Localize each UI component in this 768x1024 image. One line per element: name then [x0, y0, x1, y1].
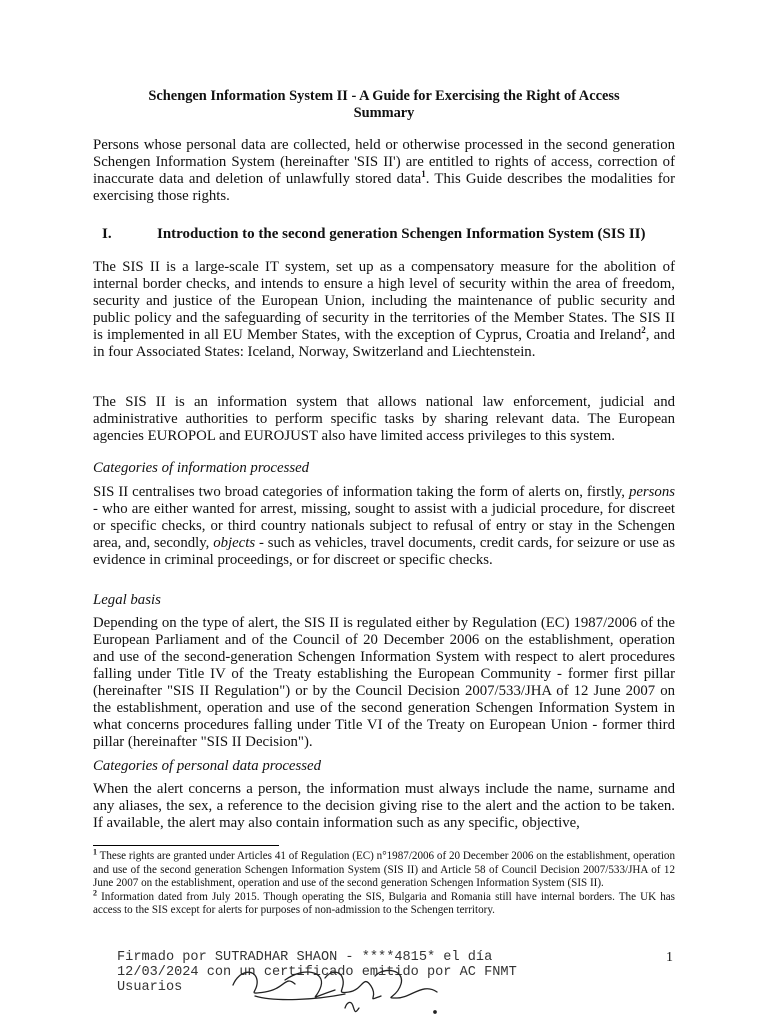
page-number: 1 — [666, 950, 673, 965]
footnote-2-text: Information dated from July 2015. Though operating the SIS, Bulgaria and Romania still have internal borders. The UK has access to the SIS except for alerts for purposes of non-admission to the Schengen territory. — [93, 890, 675, 916]
title-line-1: Schengen Information System II - A Guide for Exercising the Right of Access — [148, 88, 620, 104]
footnote-ref-2[interactable]: 2 — [641, 325, 646, 336]
footnote-1 — [93, 847, 675, 891]
digital-signature-stamp: Firmado por SUTRADHAR SHAON - ****4815* el día 12/03/2024 con un certificado emitido por AC FNMT Usuarios — [117, 950, 517, 995]
subheading-personal-data: Categories of personal data processed — [93, 758, 321, 774]
footnote-1-number: 1 — [93, 847, 97, 857]
intro-text-end: . This Guide describes the modalities for exercising those rights. — [93, 171, 676, 204]
para3-em-objects: objects — [213, 535, 256, 551]
section-number: I. — [102, 226, 112, 242]
footnote-1-text: These rights are granted under Articles 41 of Regulation (EC) n°1987/2006 of 20 December 2006 on the establishment, operation and use of the second generation Schengen Information System (SIS II) and Article 58 of Council Decision 2007/533/JHA of 12 June 2007 on the establishment, operation and use of the second generation Schengen Information System (SIS II). — [93, 850, 675, 889]
para3-text-3: - such as vehicles, travel documents, credit cards, for seizure or use as evidence in criminal proceedings, or for discreet or specific checks. — [93, 535, 676, 568]
paragraph-legal-basis: Depending on the type of alert, the SIS II is regulated either by Regulation (EC) 1987/2006 of the European Parliament and of the Council of 20 December 2006 on the establishment, operation and use of the second-generation Schengen Information System with respect to alert procedures falling under Title IV of the Treaty establishing the European Community - former first pillar (hereinafter "SIS II Regulation") or by the Council Decision 2007/533/JHA of 12 June 2007 on the establishment, operation and use of the second generation Schengen Information System in what concerns procedures falling under Title VI of the Treaty on European Union - former third pillar (hereinafter "SIS II Decision"). — [93, 615, 675, 750]
section-heading — [93, 226, 675, 243]
subheading-categories-info: Categories of information processed — [93, 460, 310, 476]
para3-text-2: - who are either wanted for arrest, missing, sought to assist with a judicial procedure, for discreet or specific checks, or third country nationals subject to refusal of entry or stay in the Schengen area, and, secondly, — [93, 501, 675, 551]
subheading-legal-basis: Legal basis — [93, 592, 161, 608]
para3-em-persons: persons — [628, 484, 675, 500]
section-title: Introduction to the second generation Schengen Information System (SIS II) — [157, 226, 646, 242]
footnote-divider — [93, 845, 279, 846]
intro-text: Persons whose personal data are collected, held or otherwise processed in the second generation Schengen Information System (hereinafter 'SIS II') are entitled to rights of access, correction of inaccurate data and deletion of unlawfully stored data — [93, 137, 675, 187]
para3-text-1: SIS II centralises two broad categories of information taking the form of alerts on, firstly, — [93, 484, 629, 500]
footnote-2-number: 2 — [93, 887, 97, 897]
para1-text: The SIS II is a large-scale IT system, set up as a compensatory measure for the abolition of internal border checks, and intends to ensure a high level of security within the area of freedom, security and justice of the European Union, including the maintenance of public security and public policy and the safeguarding of security in the territories of the Member States. The SIS II is implemented in all EU Member States, with the exception of Cyprus, Croatia and Ireland — [93, 259, 675, 343]
title-line-2: Summary — [353, 105, 415, 121]
paragraph-personal-data: When the alert concerns a person, the information must always include the name, surname and any aliases, the sex, a reference to the decision giving rise to the alert and the action to be taken. If available, the alert may also contain information such as any specific, objective, — [93, 781, 675, 831]
paragraph-sis-purpose: The SIS II is an information system that allows national law enforcement, judicial and administrative authorities to perform specific tasks by sharing relevant data. The European agencies EUROPOL and EUROJUST also have limited access privileges to this system. — [93, 394, 675, 444]
document-title — [93, 88, 675, 122]
para1-text-end: , and in four Associated States: Iceland, Norway, Switzerland and Liechtenstein. — [93, 327, 675, 360]
intro-paragraph — [93, 137, 675, 205]
footnote-ref-1[interactable]: 1 — [421, 169, 426, 180]
footnotes — [93, 847, 675, 918]
handwritten-signature — [225, 950, 465, 1020]
paragraph-sis-overview — [93, 259, 675, 361]
footnote-2 — [93, 887, 675, 918]
paragraph-categories — [93, 484, 675, 569]
